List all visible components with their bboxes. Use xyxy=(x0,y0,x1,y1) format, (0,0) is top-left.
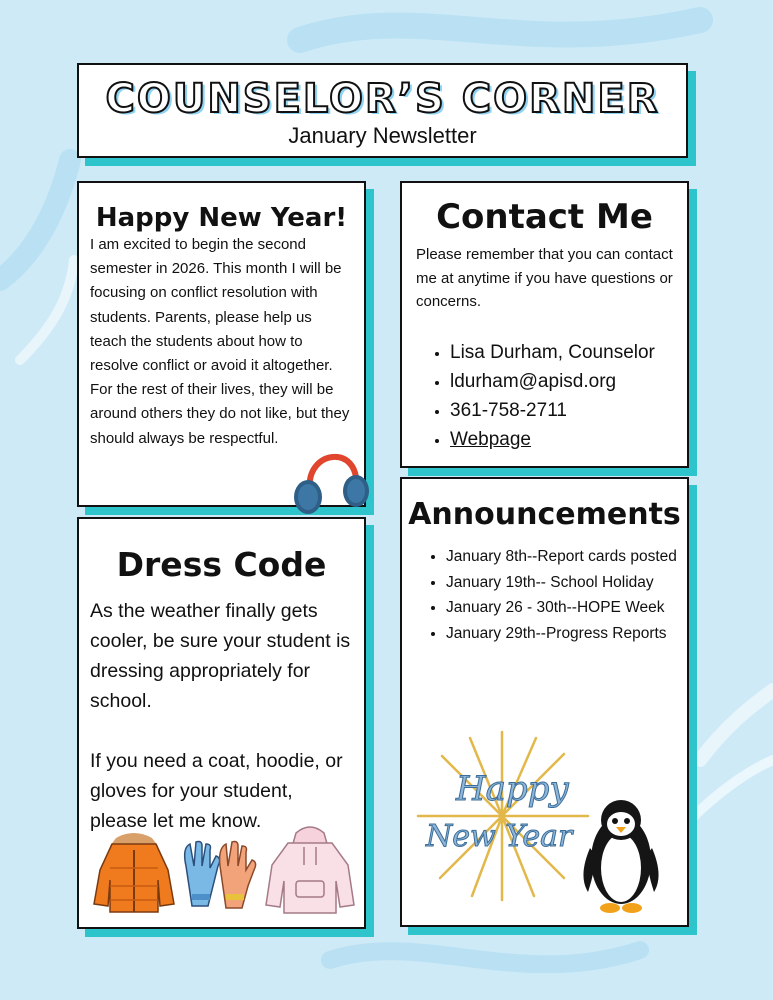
hoodie-icon xyxy=(262,825,358,917)
announcement-item: • January 29th--Progress Reports xyxy=(446,621,679,647)
contact-heading: Contact Me xyxy=(436,197,653,237)
contact-list xyxy=(402,338,687,454)
contact-name: • Lisa Durham, Counselor xyxy=(450,338,687,367)
art-new-year-text: New Year xyxy=(426,819,573,854)
dress-code-heading: Dress Code xyxy=(116,545,327,584)
announcement-item: • January 26 - 30th--HOPE Week xyxy=(446,595,679,621)
contact-card xyxy=(400,181,689,468)
dress-code-para-2: If you need a coat, hoodie, or gloves for your student, please let me know. xyxy=(90,750,343,832)
announcement-item: • January 19th-- School Holiday xyxy=(446,570,679,596)
contact-intro: Please remember that you can contact me at anytime if you have questions or concerns. xyxy=(416,246,673,310)
happy-new-year-body: I am excited to begin the second semester in 2026. This month I will be focusing on conflict resolution with students. Parents, please help us teach the students about how to resolve conflict or avoid it altogether. For the rest of their lives, they will be around others they do not like, but they should always be respectful. xyxy=(90,236,350,447)
contact-phone: • 361-758-2711 xyxy=(450,396,687,425)
happy-new-year-fireworks-icon xyxy=(412,728,594,904)
header-banner xyxy=(77,63,688,158)
penguin-icon xyxy=(580,796,662,914)
announcements-list xyxy=(402,544,679,646)
contact-email: • ldurham@apisd.org xyxy=(450,367,687,396)
coat-icon xyxy=(88,830,180,915)
newsletter-subtitle: January Newsletter xyxy=(288,123,477,148)
gloves-icon xyxy=(180,836,258,912)
contact-webpage-item xyxy=(450,425,687,454)
happy-new-year-heading: Happy New Year! xyxy=(95,203,348,233)
art-happy-text: Happy xyxy=(456,769,569,809)
announcement-item: • January 8th--Report cards posted xyxy=(446,544,679,570)
dress-code-para-1: As the weather finally gets cooler, be sure your student is dressing appropriately for school. xyxy=(90,600,351,712)
webpage-link[interactable]: Webpage xyxy=(450,428,531,450)
newsletter-title: COUNSELOR’S CORNER xyxy=(105,76,660,122)
earmuffs-icon xyxy=(290,445,380,520)
announcements-heading: Announcements xyxy=(408,497,681,532)
